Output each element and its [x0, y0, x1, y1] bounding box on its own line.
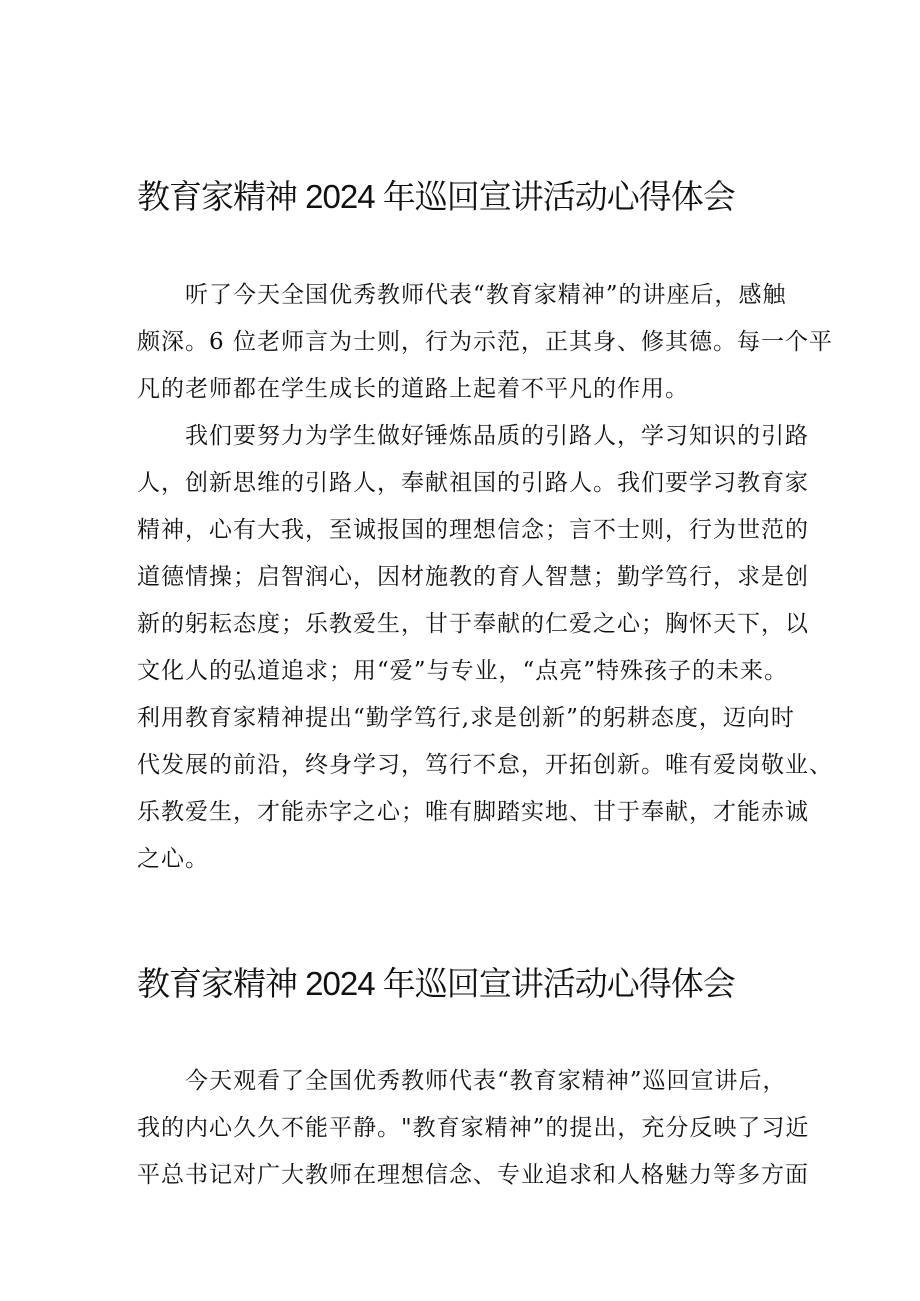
- paragraph-line: 听了今天全国优秀教师代表“教育家精神”的讲座后，感触: [185, 282, 787, 308]
- section-body: [137, 272, 833, 883]
- paragraph-line: 之心。: [137, 846, 209, 872]
- section-title: 教育家精神 2024 年巡回宣讲活动心得体会: [137, 965, 735, 1002]
- section-title: 教育家精神 2024 年巡回宣讲活动心得体会: [137, 178, 735, 215]
- paragraph-line: 今天观看了全国优秀教师代表“教育家精神”巡回宣讲后，: [185, 1068, 787, 1094]
- paragraph-line: 乐教爱生，才能赤字之心；唯有脚踏实地、甘于奉献，才能赤诚: [137, 799, 809, 825]
- paragraph-line: 精神，心有大我，至诚报国的理想信念；言不士则，行为世范的: [137, 517, 809, 543]
- paragraph-line: 凡的老师都在学生成长的道路上起着不平凡的作用。: [137, 376, 689, 402]
- paragraph-line: 我的内心久久不能平静。"教育家精神”的提出，充分反映了习近: [137, 1115, 810, 1141]
- section-body: [137, 1058, 810, 1199]
- paragraph-line: 道德情操；启智润心，因材施教的育人智慧；勤学笃行，求是创: [137, 564, 809, 590]
- paragraph-line: 人，创新思维的引路人，奉献祖国的引路人。我们要学习教育家: [137, 470, 809, 496]
- paragraph-line: 平总书记对广大教师在理想信念、专业追求和人格魅力等多方面: [137, 1162, 809, 1188]
- paragraph-line: 利用教育家精神提出“勤学笃行,求是创新”的躬耕态度，迈向时: [137, 705, 795, 731]
- paragraph-line: 文化人的弘道追求；用“爱”与专业，“点亮”特殊孩子的未来。: [137, 658, 789, 684]
- paragraph-line: 我们要努力为学生做好锤炼品质的引路人，学习知识的引路: [185, 423, 809, 449]
- paragraph-line: 代发展的前沿，终身学习，笃行不怠，开拓创新。唯有爱岗敬业、: [137, 752, 833, 778]
- paragraph-line: 新的躬耘态度；乐教爱生，甘于奉献的仁爱之心；胸怀天下，以: [137, 611, 809, 637]
- paragraph-line: 颇深。6 位老师言为士则，行为示范，正其身、修其德。每一个平: [137, 329, 833, 355]
